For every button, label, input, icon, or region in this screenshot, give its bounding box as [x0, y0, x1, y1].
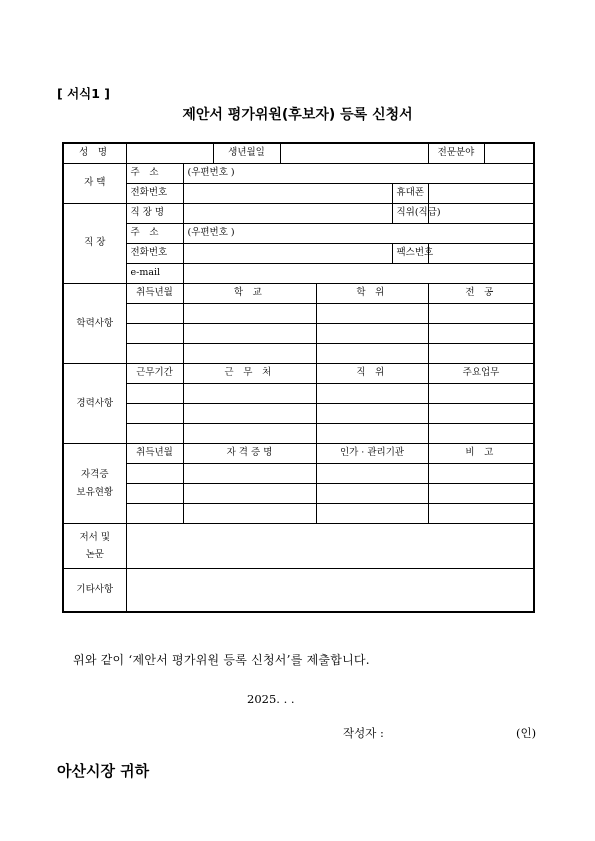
table-cell[interactable]: [316, 344, 428, 364]
table-cell[interactable]: [316, 324, 428, 344]
table-cell[interactable]: [126, 324, 183, 344]
form-label: [ 서식1 ]: [57, 86, 110, 101]
table-cell[interactable]: [428, 304, 534, 324]
fax-label: 팩스번호: [392, 244, 428, 264]
career-col-workplace: 근 무 처: [183, 364, 316, 384]
table-cell[interactable]: [183, 424, 316, 444]
table-cell[interactable]: [183, 504, 316, 524]
career-header-row: [63, 364, 534, 384]
name-field[interactable]: [126, 143, 213, 164]
workplace-row: [63, 204, 534, 224]
career-label: 경력사항: [63, 364, 126, 444]
author-label: 작성자 :: [343, 726, 384, 740]
cert-header-row: [63, 444, 534, 464]
table-cell[interactable]: [316, 404, 428, 424]
table-cell[interactable]: [316, 304, 428, 324]
table-cell[interactable]: [126, 404, 183, 424]
table-cell[interactable]: [428, 504, 534, 524]
table-cell[interactable]: [183, 464, 316, 484]
table-cell[interactable]: [183, 344, 316, 364]
workplace-label: 직 장 명: [126, 204, 183, 224]
cert-label: 자격증 보유현황: [63, 444, 126, 524]
career-col-duties: 주요업무: [428, 364, 534, 384]
other-label: 기타사항: [63, 569, 126, 613]
table-cell[interactable]: [428, 384, 534, 404]
education-row: [63, 304, 534, 324]
mobile-label: 휴대폰: [392, 184, 428, 204]
books-row: [63, 524, 534, 569]
table-cell[interactable]: [316, 504, 428, 524]
email-field[interactable]: [183, 264, 534, 284]
table-cell[interactable]: [126, 484, 183, 504]
table-cell[interactable]: [126, 464, 183, 484]
workplace-field[interactable]: [183, 204, 392, 224]
books-field[interactable]: [126, 524, 534, 569]
work-phone-field[interactable]: [183, 244, 392, 264]
declaration-text: 위와 같이 ‘제안서 평가위원 등록 신청서’를 제출합니다.: [73, 653, 370, 667]
work-label: 직 장: [63, 204, 126, 284]
home-postal-code: (우편번호 ): [187, 167, 235, 179]
home-address-row: [63, 164, 534, 184]
home-phone-field[interactable]: [183, 184, 392, 204]
career-row: [63, 384, 534, 404]
cert-row: [63, 504, 534, 524]
home-label: 자 택: [63, 164, 126, 204]
table-cell[interactable]: [428, 324, 534, 344]
career-row: [63, 404, 534, 424]
birth-label: 생년월일: [213, 143, 280, 164]
work-phone-label: 전화번호: [126, 244, 183, 264]
position-label: 직위(직급): [392, 204, 428, 224]
home-address-field[interactable]: [183, 164, 534, 184]
table-cell[interactable]: [126, 384, 183, 404]
table-cell[interactable]: [428, 344, 534, 364]
cert-row: [63, 464, 534, 484]
table-cell[interactable]: [126, 304, 183, 324]
home-address-label: 주 소: [126, 164, 183, 184]
education-header-row: [63, 284, 534, 304]
career-col-position: 직 위: [316, 364, 428, 384]
education-col-major: 전 공: [428, 284, 534, 304]
cert-col-remarks: 비 고: [428, 444, 534, 464]
education-label: 학력사항: [63, 284, 126, 364]
position-field[interactable]: [428, 204, 534, 224]
career-col-period: 근무기간: [126, 364, 183, 384]
specialty-field[interactable]: [484, 143, 534, 164]
other-row: [63, 569, 534, 613]
table-cell[interactable]: [316, 484, 428, 504]
table-cell[interactable]: [316, 464, 428, 484]
table-cell[interactable]: [126, 344, 183, 364]
table-cell[interactable]: [428, 464, 534, 484]
books-label: 저서 및 논문: [63, 524, 126, 569]
home-phone-row: [63, 184, 534, 204]
seal-mark: (인): [516, 726, 537, 740]
name-row: [63, 143, 534, 164]
work-postal-code: (우편번호 ): [187, 227, 235, 239]
table-cell[interactable]: [183, 484, 316, 504]
addressee: 아산시장 귀하: [57, 762, 150, 780]
table-cell[interactable]: [316, 424, 428, 444]
email-row: [63, 264, 534, 284]
table-cell[interactable]: [316, 384, 428, 404]
cert-col-authority: 인가 · 관리기관: [316, 444, 428, 464]
table-cell[interactable]: [126, 504, 183, 524]
cert-col-date: 취득년월: [126, 444, 183, 464]
home-phone-label: 전화번호: [126, 184, 183, 204]
cert-row: [63, 484, 534, 504]
table-cell[interactable]: [428, 424, 534, 444]
career-row: [63, 424, 534, 444]
work-address-label: 주 소: [126, 224, 183, 244]
application-form-table: [62, 142, 535, 613]
work-address-field[interactable]: [183, 224, 534, 244]
specialty-label: 전문분야: [428, 143, 484, 164]
cert-col-name: 자 격 증 명: [183, 444, 316, 464]
other-field[interactable]: [126, 569, 534, 613]
education-col-degree: 학 위: [316, 284, 428, 304]
education-row: [63, 324, 534, 344]
email-label: e-mail: [126, 264, 183, 284]
table-cell[interactable]: [428, 404, 534, 424]
mobile-field[interactable]: [428, 184, 534, 204]
table-cell[interactable]: [183, 304, 316, 324]
table-cell[interactable]: [428, 484, 534, 504]
birth-field[interactable]: [280, 143, 428, 164]
table-cell[interactable]: [183, 324, 316, 344]
education-col-date: 취득년월: [126, 284, 183, 304]
table-cell[interactable]: [183, 404, 316, 424]
submission-date: 2025. . .: [247, 692, 295, 706]
name-label: 성 명: [63, 143, 126, 164]
fax-field[interactable]: [428, 244, 534, 264]
work-address-row: [63, 224, 534, 244]
education-row: [63, 344, 534, 364]
education-col-school: 학 교: [183, 284, 316, 304]
table-cell[interactable]: [183, 384, 316, 404]
table-cell[interactable]: [126, 424, 183, 444]
work-phone-row: [63, 244, 534, 264]
document-title: 제안서 평가위원(후보자) 등록 신청서: [182, 107, 413, 123]
